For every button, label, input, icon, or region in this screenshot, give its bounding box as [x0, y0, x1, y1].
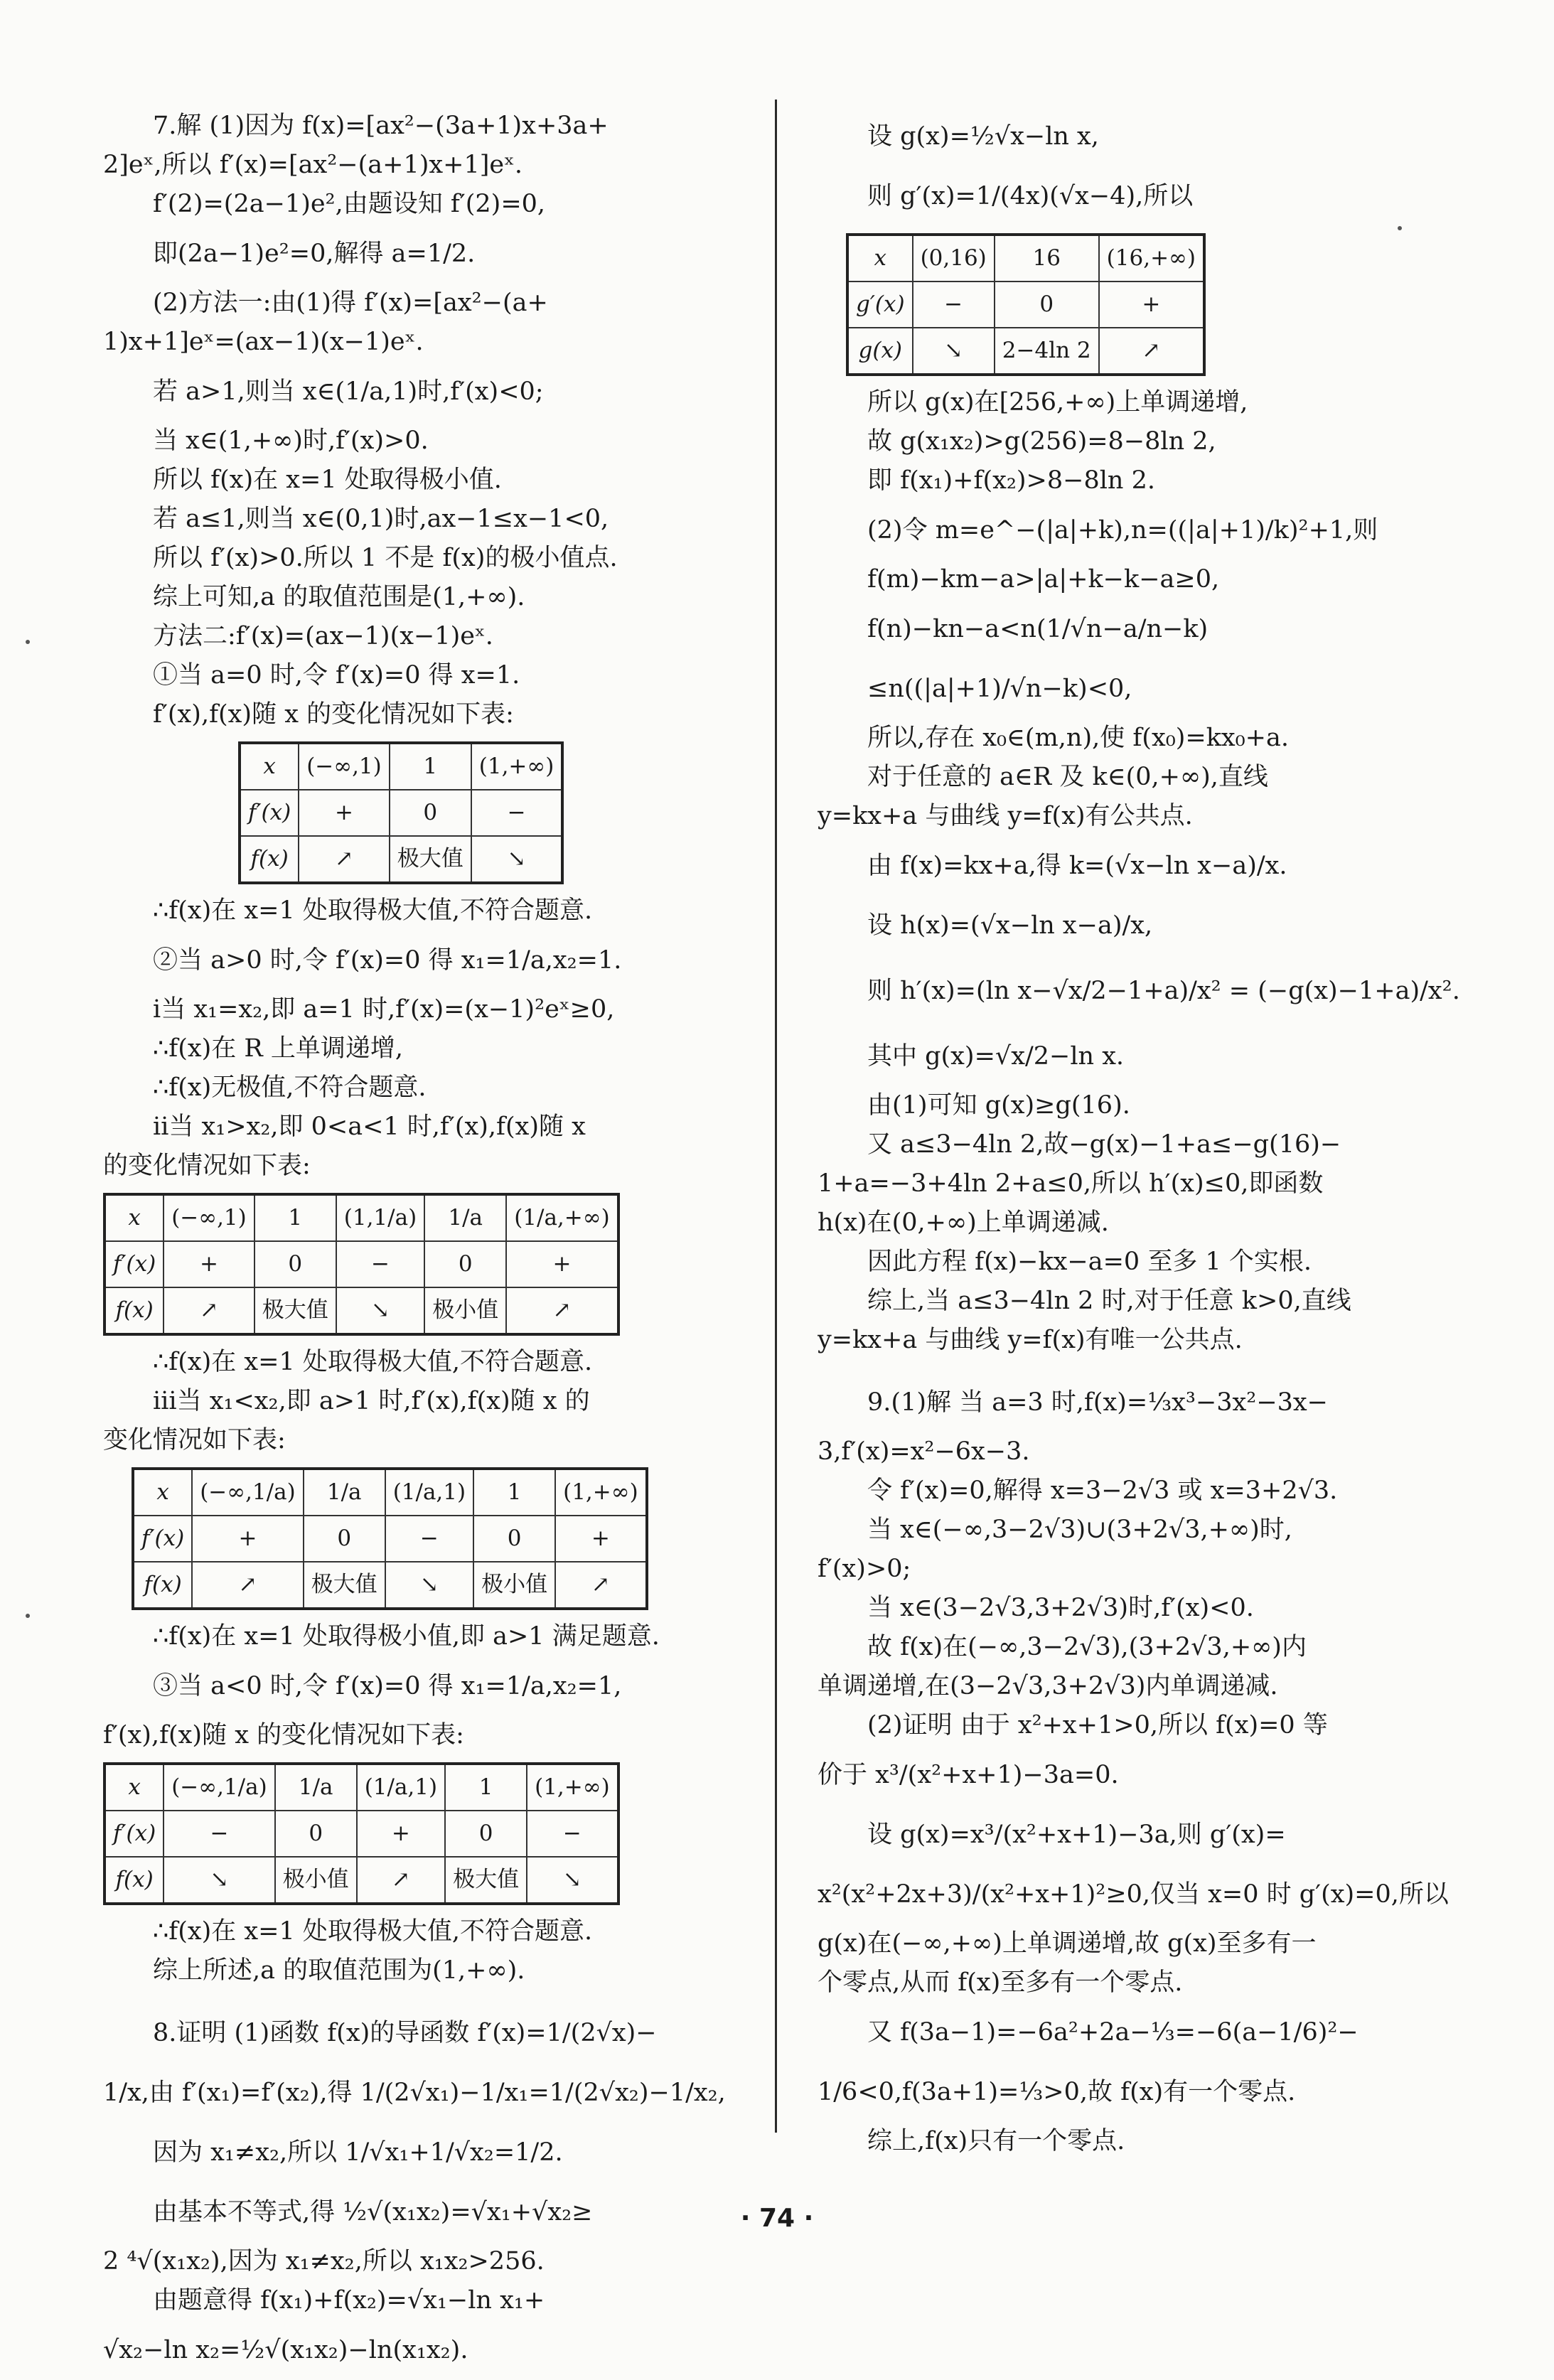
- table-cell: −: [164, 1811, 275, 1857]
- table-cell: (1,1/a): [336, 1194, 424, 1241]
- scan-speck: [1398, 226, 1402, 230]
- text-line: 由(1)可知 g(x)≥g(16).: [867, 1091, 1130, 1120]
- table-cell: +: [192, 1516, 304, 1562]
- text-line: ∴f(x)在 x=1 处取得极大值,不符合题意.: [153, 896, 593, 925]
- table-row: [105, 1287, 618, 1334]
- table-cell: 1/a: [304, 1469, 385, 1516]
- table-row: [105, 1857, 618, 1904]
- text-line: 变化情况如下表:: [103, 1426, 286, 1454]
- table-cell: (0,16): [913, 235, 995, 282]
- table-cell: f(x): [133, 1562, 192, 1609]
- text-line: (2)方法一:由(1)得 f′(x)=[ax²−(a+: [153, 289, 548, 317]
- text-line: 对于任意的 a∈R 及 k∈(0,+∞),直线: [867, 763, 1268, 791]
- text-line: 若 a≤1,则当 x∈(0,1)时,ax−1≤x−1<0,: [153, 505, 609, 533]
- table-cell: 极大值: [445, 1857, 527, 1904]
- text-line: 设 h(x)=(√x−ln x−a)/x,: [867, 911, 1153, 940]
- table-cell: ↗: [299, 836, 390, 883]
- table-cell: g′(x): [847, 282, 913, 328]
- table-cell: (−∞,1): [299, 743, 390, 790]
- table-cell: ↘: [471, 836, 563, 883]
- text-line: 综上可知,a 的取值范围是(1,+∞).: [153, 583, 525, 611]
- text-line: y=kx+a 与曲线 y=f(x)有公共点.: [818, 802, 1193, 830]
- text-line: (2)令 m=e^−(|a|+k),n=((|a|+1)/k)²+1,则: [867, 516, 1378, 545]
- table-cell: f′(x): [105, 1241, 164, 1287]
- text-line: 则 g′(x)=1/(4x)(√x−4),所以: [867, 182, 1194, 210]
- text-line: x²(x²+2x+3)/(x²+x+1)²≥0,仅当 x=0 时 g′(x)=0,所以: [818, 1880, 1449, 1909]
- text-line: 所以 f′(x)>0.所以 1 不是 f(x)的极小值点.: [153, 544, 618, 572]
- table-cell: 1: [473, 1469, 555, 1516]
- text-line: 当 x∈(1,+∞)时,f′(x)>0.: [153, 427, 429, 455]
- text-line: 价于 x³/(x²+x+1)−3a=0.: [818, 1761, 1119, 1789]
- table-cell: f′(x): [240, 790, 299, 836]
- table-cell: ↗: [555, 1562, 647, 1609]
- table-cell: 0: [473, 1516, 555, 1562]
- text-line: f′(x)>0;: [818, 1555, 911, 1583]
- text-line: 2 ⁴√(x₁x₂),因为 x₁≠x₂,所以 x₁x₂>256.: [103, 2247, 545, 2276]
- text-line: 个零点,从而 f(x)至多有一个零点.: [818, 1968, 1183, 1997]
- column-divider: [775, 100, 777, 2133]
- text-line: 所以 f(x)在 x=1 处取得极小值.: [153, 466, 502, 494]
- text-line: 1+a=−3+4ln 2+a≤0,所以 h′(x)≤0,即函数: [818, 1169, 1324, 1198]
- table-cell: (−∞,1): [164, 1194, 254, 1241]
- page-number: · 74 ·: [740, 2204, 814, 2233]
- table-cell: +: [555, 1516, 647, 1562]
- text-line: 故 f(x)在(−∞,3−2√3),(3+2√3,+∞)内: [867, 1633, 1307, 1661]
- table-cell: f(x): [105, 1857, 164, 1904]
- table-cell: x: [105, 1194, 164, 1241]
- text-line: ③当 a<0 时,令 f′(x)=0 得 x₁=1/a,x₂=1,: [153, 1672, 622, 1700]
- table-cell: 极大值: [304, 1562, 385, 1609]
- problem-7-line: 7.解 (1)因为 f(x)=[ax²−(3a+1)x+3a+: [153, 112, 609, 140]
- table-cell: +: [357, 1811, 445, 1857]
- text-line: ⅲ当 x₁<x₂,即 a>1 时,f′(x),f(x)随 x 的: [153, 1387, 590, 1415]
- text-line: ∴f(x)在 R 上单调递增,: [153, 1034, 404, 1063]
- text-line: 即(2a−1)e²=0,解得 a=1/2.: [153, 240, 476, 268]
- table-cell: ↘: [336, 1287, 424, 1334]
- table-cell: +: [506, 1241, 618, 1287]
- table-row: [847, 282, 1204, 328]
- table-cell: 0: [304, 1516, 385, 1562]
- text-line: 由题意得 f(x₁)+f(x₂)=√x₁−ln x₁+: [153, 2286, 545, 2315]
- table-cell: 极大值: [254, 1287, 336, 1334]
- text-line: 综上所述,a 的取值范围为(1,+∞).: [153, 1956, 525, 1985]
- left-column: [103, 107, 761, 2380]
- text-line: 1)x+1]eˣ=(ax−1)(x−1)eˣ.: [103, 328, 424, 356]
- scan-speck: [26, 640, 30, 644]
- table-cell: f′(x): [133, 1516, 192, 1562]
- text-line: f′(x),f(x)随 x 的变化情况如下表:: [153, 700, 514, 729]
- text-line: √x₂−ln x₂=½√(x₁x₂)−ln(x₁x₂).: [103, 2336, 468, 2364]
- table-row: [105, 1194, 618, 1241]
- problem-8-line: 8.证明 (1)函数 f(x)的导函数 f′(x)=1/(2√x)−: [153, 2019, 657, 2047]
- text-line: ②当 a>0 时,令 f′(x)=0 得 x₁=1/a,x₂=1.: [153, 946, 622, 975]
- text-line: 方法二:f′(x)=(ax−1)(x−1)eˣ.: [153, 622, 493, 650]
- text-line: ∴f(x)在 x=1 处取得极大值,不符合题意.: [153, 1917, 593, 1946]
- table-cell: −: [385, 1516, 473, 1562]
- table-cell: 1: [390, 743, 471, 790]
- variation-table-2: [103, 1193, 620, 1336]
- table-row: [133, 1516, 647, 1562]
- text-line: 若 a>1,则当 x∈(1/a,1)时,f′(x)<0;: [153, 377, 544, 406]
- text-line: ①当 a=0 时,令 f′(x)=0 得 x=1.: [153, 661, 520, 690]
- table-cell: ↗: [164, 1287, 254, 1334]
- text-line: ⅱ当 x₁>x₂,即 0<a<1 时,f′(x),f(x)随 x: [153, 1113, 586, 1141]
- text-line: ∴f(x)无极值,不符合题意.: [153, 1073, 427, 1102]
- table-cell: 0: [445, 1811, 527, 1857]
- table-cell: (1/a,1): [385, 1469, 473, 1516]
- table-cell: 0: [390, 790, 471, 836]
- table-cell: 极小值: [473, 1562, 555, 1609]
- scan-speck: [26, 1614, 30, 1618]
- text-line: 则 h′(x)=(ln x−√x/2−1+a)/x² = (−g(x)−1+a)/x².: [867, 977, 1460, 1005]
- table-cell: +: [1099, 282, 1204, 328]
- text-line: 1/x,由 f′(x₁)=f′(x₂),得 1/(2√x₁)−1/x₁=1/(2√x₂)−1/x₂,: [103, 2079, 726, 2107]
- table-cell: 0: [254, 1241, 336, 1287]
- text-line: f′(2)=(2a−1)e²,由题设知 f′(2)=0,: [153, 190, 546, 218]
- table-cell: 极小值: [275, 1857, 357, 1904]
- table-row: [240, 836, 562, 883]
- text-line: ∴f(x)在 x=1 处取得极大值,不符合题意.: [153, 1348, 593, 1376]
- text-line: 的变化情况如下表:: [103, 1152, 311, 1180]
- text-line: f′(x),f(x)随 x 的变化情况如下表:: [103, 1721, 464, 1749]
- table-cell: f(x): [240, 836, 299, 883]
- text-line: 其中 g(x)=√x/2−ln x.: [867, 1042, 1125, 1071]
- text-line: 2]eˣ,所以 f′(x)=[ax²−(a+1)x+1]eˣ.: [103, 151, 523, 179]
- text-line: 由基本不等式,得 ½√(x₁x₂)=√x₁+√x₂≥: [153, 2198, 593, 2226]
- text-line: g(x)在(−∞,+∞)上单调递增,故 g(x)至多有一: [818, 1929, 1317, 1958]
- text-line: ∴f(x)在 x=1 处取得极小值,即 a>1 满足题意.: [153, 1622, 660, 1651]
- text-line: y=kx+a 与曲线 y=f(x)有唯一公共点.: [818, 1326, 1243, 1354]
- text-line: 又 a≤3−4ln 2,故−g(x)−1+a≤−g(16)−: [867, 1130, 1341, 1159]
- text-line: ≤n((|a|+1)/√n−k)<0,: [867, 675, 1132, 703]
- table-cell: (−∞,1/a): [164, 1764, 275, 1811]
- table-cell: (1/a,1): [357, 1764, 445, 1811]
- text-line: f(m)−km−a>|a|+k−k−a≥0,: [867, 565, 1220, 594]
- table-row: [105, 1764, 618, 1811]
- text-line: 因此方程 f(x)−kx−a=0 至多 1 个实根.: [867, 1248, 1312, 1276]
- table-row: [105, 1241, 618, 1287]
- table-cell: ↘: [913, 328, 995, 375]
- table-cell: −: [336, 1241, 424, 1287]
- table-cell: (−∞,1/a): [192, 1469, 304, 1516]
- table-row: [133, 1562, 647, 1609]
- table-cell: ↘: [527, 1857, 618, 1904]
- table-cell: x: [133, 1469, 192, 1516]
- table-cell: ↗: [357, 1857, 445, 1904]
- table-row: [847, 235, 1204, 282]
- right-column: [818, 107, 1475, 2161]
- table-cell: g(x): [847, 328, 913, 375]
- table-cell: +: [299, 790, 390, 836]
- text-line: 当 x∈(−∞,3−2√3)∪(3+2√3,+∞)时,: [867, 1516, 1292, 1544]
- table-row: [133, 1469, 647, 1516]
- table-cell: −: [913, 282, 995, 328]
- table-cell: ↗: [192, 1562, 304, 1609]
- table-cell: (1,+∞): [555, 1469, 647, 1516]
- table-cell: ↘: [164, 1857, 275, 1904]
- table-cell: −: [471, 790, 563, 836]
- text-line: 即 f(x₁)+f(x₂)>8−8ln 2.: [867, 466, 1155, 495]
- table-cell: 2−4ln 2: [995, 328, 1099, 375]
- problem-9-line: 9.(1)解 当 a=3 时,f(x)=⅓x³−3x²−3x−: [867, 1388, 1328, 1417]
- table-cell: ↗: [1099, 328, 1204, 375]
- variation-table-3: [132, 1467, 648, 1610]
- table-cell: 16: [995, 235, 1099, 282]
- text-line: 故 g(x₁x₂)>g(256)=8−8ln 2,: [867, 427, 1216, 456]
- table-cell: x: [847, 235, 913, 282]
- table-cell: (16,+∞): [1099, 235, 1204, 282]
- table-cell: 1/a: [275, 1764, 357, 1811]
- table-cell: 极小值: [424, 1287, 506, 1334]
- text-line: f(n)−kn−a<n(1/√n−a/n−k): [867, 615, 1209, 643]
- table-cell: (1,+∞): [527, 1764, 618, 1811]
- table-cell: +: [164, 1241, 254, 1287]
- table-cell: ↗: [506, 1287, 618, 1334]
- text-line: 令 f′(x)=0,解得 x=3−2√3 或 x=3+2√3.: [867, 1476, 1338, 1505]
- table-cell: x: [105, 1764, 164, 1811]
- table-cell: 1: [254, 1194, 336, 1241]
- text-line: 1/6<0,f(3a+1)=⅓>0,故 f(x)有一个零点.: [818, 2078, 1296, 2106]
- table-cell: 极大值: [390, 836, 471, 883]
- text-line: 综上,当 a≤3−4ln 2 时,对于任意 k>0,直线: [867, 1287, 1351, 1315]
- text-line: 设 g(x)=½√x−ln x,: [867, 122, 1099, 151]
- text-line: 单调递增,在(3−2√3,3+2√3)内单调递减.: [818, 1672, 1278, 1700]
- table-row: [105, 1811, 618, 1857]
- table-cell: −: [527, 1811, 618, 1857]
- variation-table-4: [103, 1762, 620, 1905]
- text-line: 由 f(x)=kx+a,得 k=(√x−ln x−a)/x.: [867, 852, 1287, 880]
- variation-table-5: [846, 233, 1206, 376]
- text-line: 3,f′(x)=x²−6x−3.: [818, 1437, 1030, 1466]
- table-cell: 1/a: [424, 1194, 506, 1241]
- table-cell: f′(x): [105, 1811, 164, 1857]
- table-cell: 0: [995, 282, 1099, 328]
- table-cell: f(x): [105, 1287, 164, 1334]
- table-row: [847, 328, 1204, 375]
- text-line: 设 g(x)=x³/(x²+x+1)−3a,则 g′(x)=: [867, 1821, 1286, 1849]
- table-row: [240, 790, 562, 836]
- text-line: 当 x∈(3−2√3,3+2√3)时,f′(x)<0.: [867, 1594, 1254, 1622]
- table-cell: x: [240, 743, 299, 790]
- text-line: (2)证明 由于 x²+x+1>0,所以 f(x)=0 等: [867, 1711, 1328, 1740]
- text-line: 又 f(3a−1)=−6a²+2a−⅓=−6(a−1/6)²−: [867, 2018, 1359, 2047]
- table-cell: (1/a,+∞): [506, 1194, 618, 1241]
- text-line: h(x)在(0,+∞)上单调递减.: [818, 1208, 1109, 1237]
- table-cell: ↘: [385, 1562, 473, 1609]
- table-row: [240, 743, 562, 790]
- text-line: 因为 x₁≠x₂,所以 1/√x₁+1/√x₂=1/2.: [153, 2138, 563, 2167]
- text-line: 所以,存在 x₀∈(m,n),使 f(x₀)=kx₀+a.: [867, 724, 1290, 752]
- table-cell: 0: [424, 1241, 506, 1287]
- variation-table-1: [238, 741, 564, 884]
- table-cell: 0: [275, 1811, 357, 1857]
- text-line: ⅰ当 x₁=x₂,即 a=1 时,f′(x)=(x−1)²eˣ≥0,: [153, 995, 615, 1024]
- text-line: 所以 g(x)在[256,+∞)上单调递增,: [867, 388, 1248, 417]
- table-cell: 1: [445, 1764, 527, 1811]
- table-cell: (1,+∞): [471, 743, 563, 790]
- text-line: 综上,f(x)只有一个零点.: [867, 2127, 1125, 2155]
